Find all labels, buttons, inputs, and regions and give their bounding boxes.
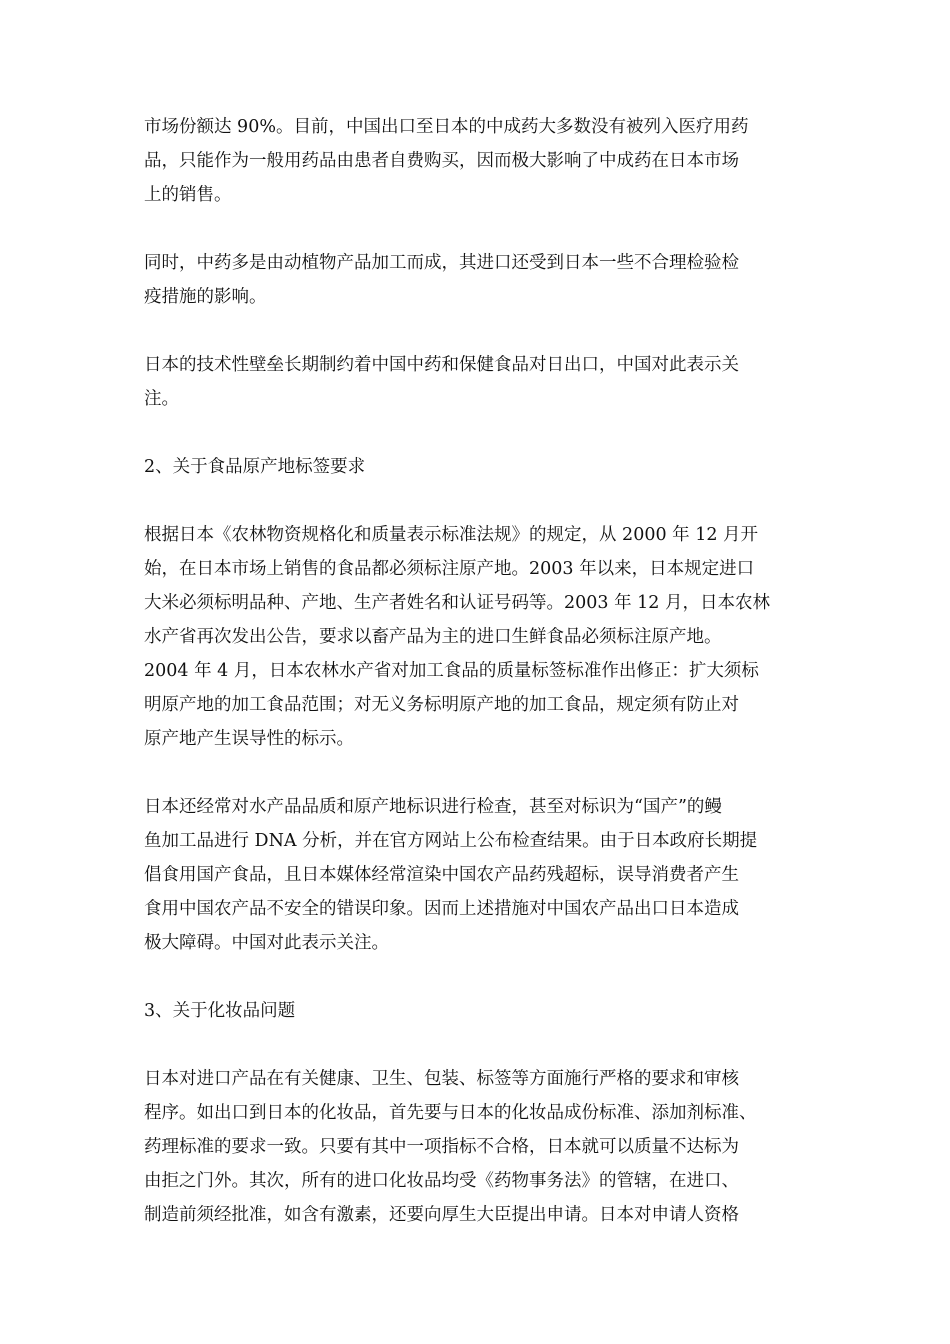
text-line: 极大障碍。中国对此表示关注。 [144, 933, 389, 953]
text-line: 食用中国农产品不安全的错误印象。因而上述措施对中国农产品出口日本造成 [144, 899, 739, 919]
paragraph-cosmetics-requirements [144, 1062, 808, 1232]
paragraph-origin-label-regulations [144, 518, 808, 756]
text-line: 鱼加工品进行 DNA 分析，并在官方网站上公布检查结果。由于日本政府长期提 [144, 831, 758, 851]
paragraph-tcm-market-share [144, 110, 808, 212]
text-line: 日本对进口产品在有关健康、卫生、包装、标签等方面施行严格的要求和审核 [144, 1069, 739, 1089]
text-line: 根据日本《农林物资规格化和质量表示标准法规》的规定，从 2000 年 12 月开 [144, 525, 759, 545]
text-line: 原产地产生误导性的标示。 [144, 729, 354, 749]
text-line: 明原产地的加工食品范围；对无义务标明原产地的加工食品，规定须有防止对 [144, 695, 739, 715]
text-line: 上的销售。 [144, 185, 232, 205]
text-line: 大米必须标明品种、产地、生产者姓名和认证号码等。2003 年 12 月，日本农林 [144, 593, 770, 613]
section-heading-cosmetics [144, 994, 808, 1028]
text-line: 由拒之门外。其次，所有的进口化妆品均受《药物事务法》的管辖，在进口、 [144, 1171, 739, 1191]
text-line: 疫措施的影响。 [144, 287, 267, 307]
text-line: 始，在日本市场上销售的食品都必须标注原产地。2003 年以来，日本规定进口 [144, 559, 755, 579]
text-line: 药理标准的要求一致。只要有其中一项指标不合格，日本就可以质量不达标为 [144, 1137, 739, 1157]
text-line: 品，只能作为一般用药品由患者自费购买，因而极大影响了中成药在日本市场 [144, 151, 739, 171]
text-line: 市场份额达 90%。目前，中国出口至日本的中成药大多数没有被列入医疗用药 [144, 117, 749, 137]
text-line: 同时，中药多是由动植物产品加工而成，其进口还受到日本一些不合理检验检 [144, 253, 739, 273]
paragraph-inspection-checks [144, 790, 808, 960]
heading-text: 3、关于化妆品问题 [144, 1001, 296, 1021]
paragraph-tcm-inspection [144, 246, 808, 314]
text-line: 水产省再次发出公告，要求以畜产品为主的进口生鲜食品必须标注原产地。 [144, 627, 722, 647]
text-line: 日本的技术性壁垒长期制约着中国中药和保健食品对日出口，中国对此表示关 [144, 355, 739, 375]
text-line: 2004 年 4 月，日本农林水产省对加工食品的质量标签标准作出修正：扩大须标 [144, 661, 759, 681]
text-line: 日本还经常对水产品品质和原产地标识进行检查，甚至对标识为“国产”的鳗 [144, 797, 722, 817]
document-body [144, 110, 808, 1266]
text-line: 程序。如出口到日本的化妆品，首先要与日本的化妆品成份标准、添加剂标准、 [144, 1103, 757, 1123]
paragraph-technical-barriers [144, 348, 808, 416]
section-heading-food-origin-labels [144, 450, 808, 484]
heading-text: 2、关于食品原产地标签要求 [144, 457, 366, 477]
text-line: 注。 [144, 389, 179, 409]
text-line: 倡食用国产食品，且日本媒体经常渲染中国农产品药残超标，误导消费者产生 [144, 865, 739, 885]
text-line: 制造前须经批准，如含有激素，还要向厚生大臣提出申请。日本对申请人资格 [144, 1205, 739, 1225]
